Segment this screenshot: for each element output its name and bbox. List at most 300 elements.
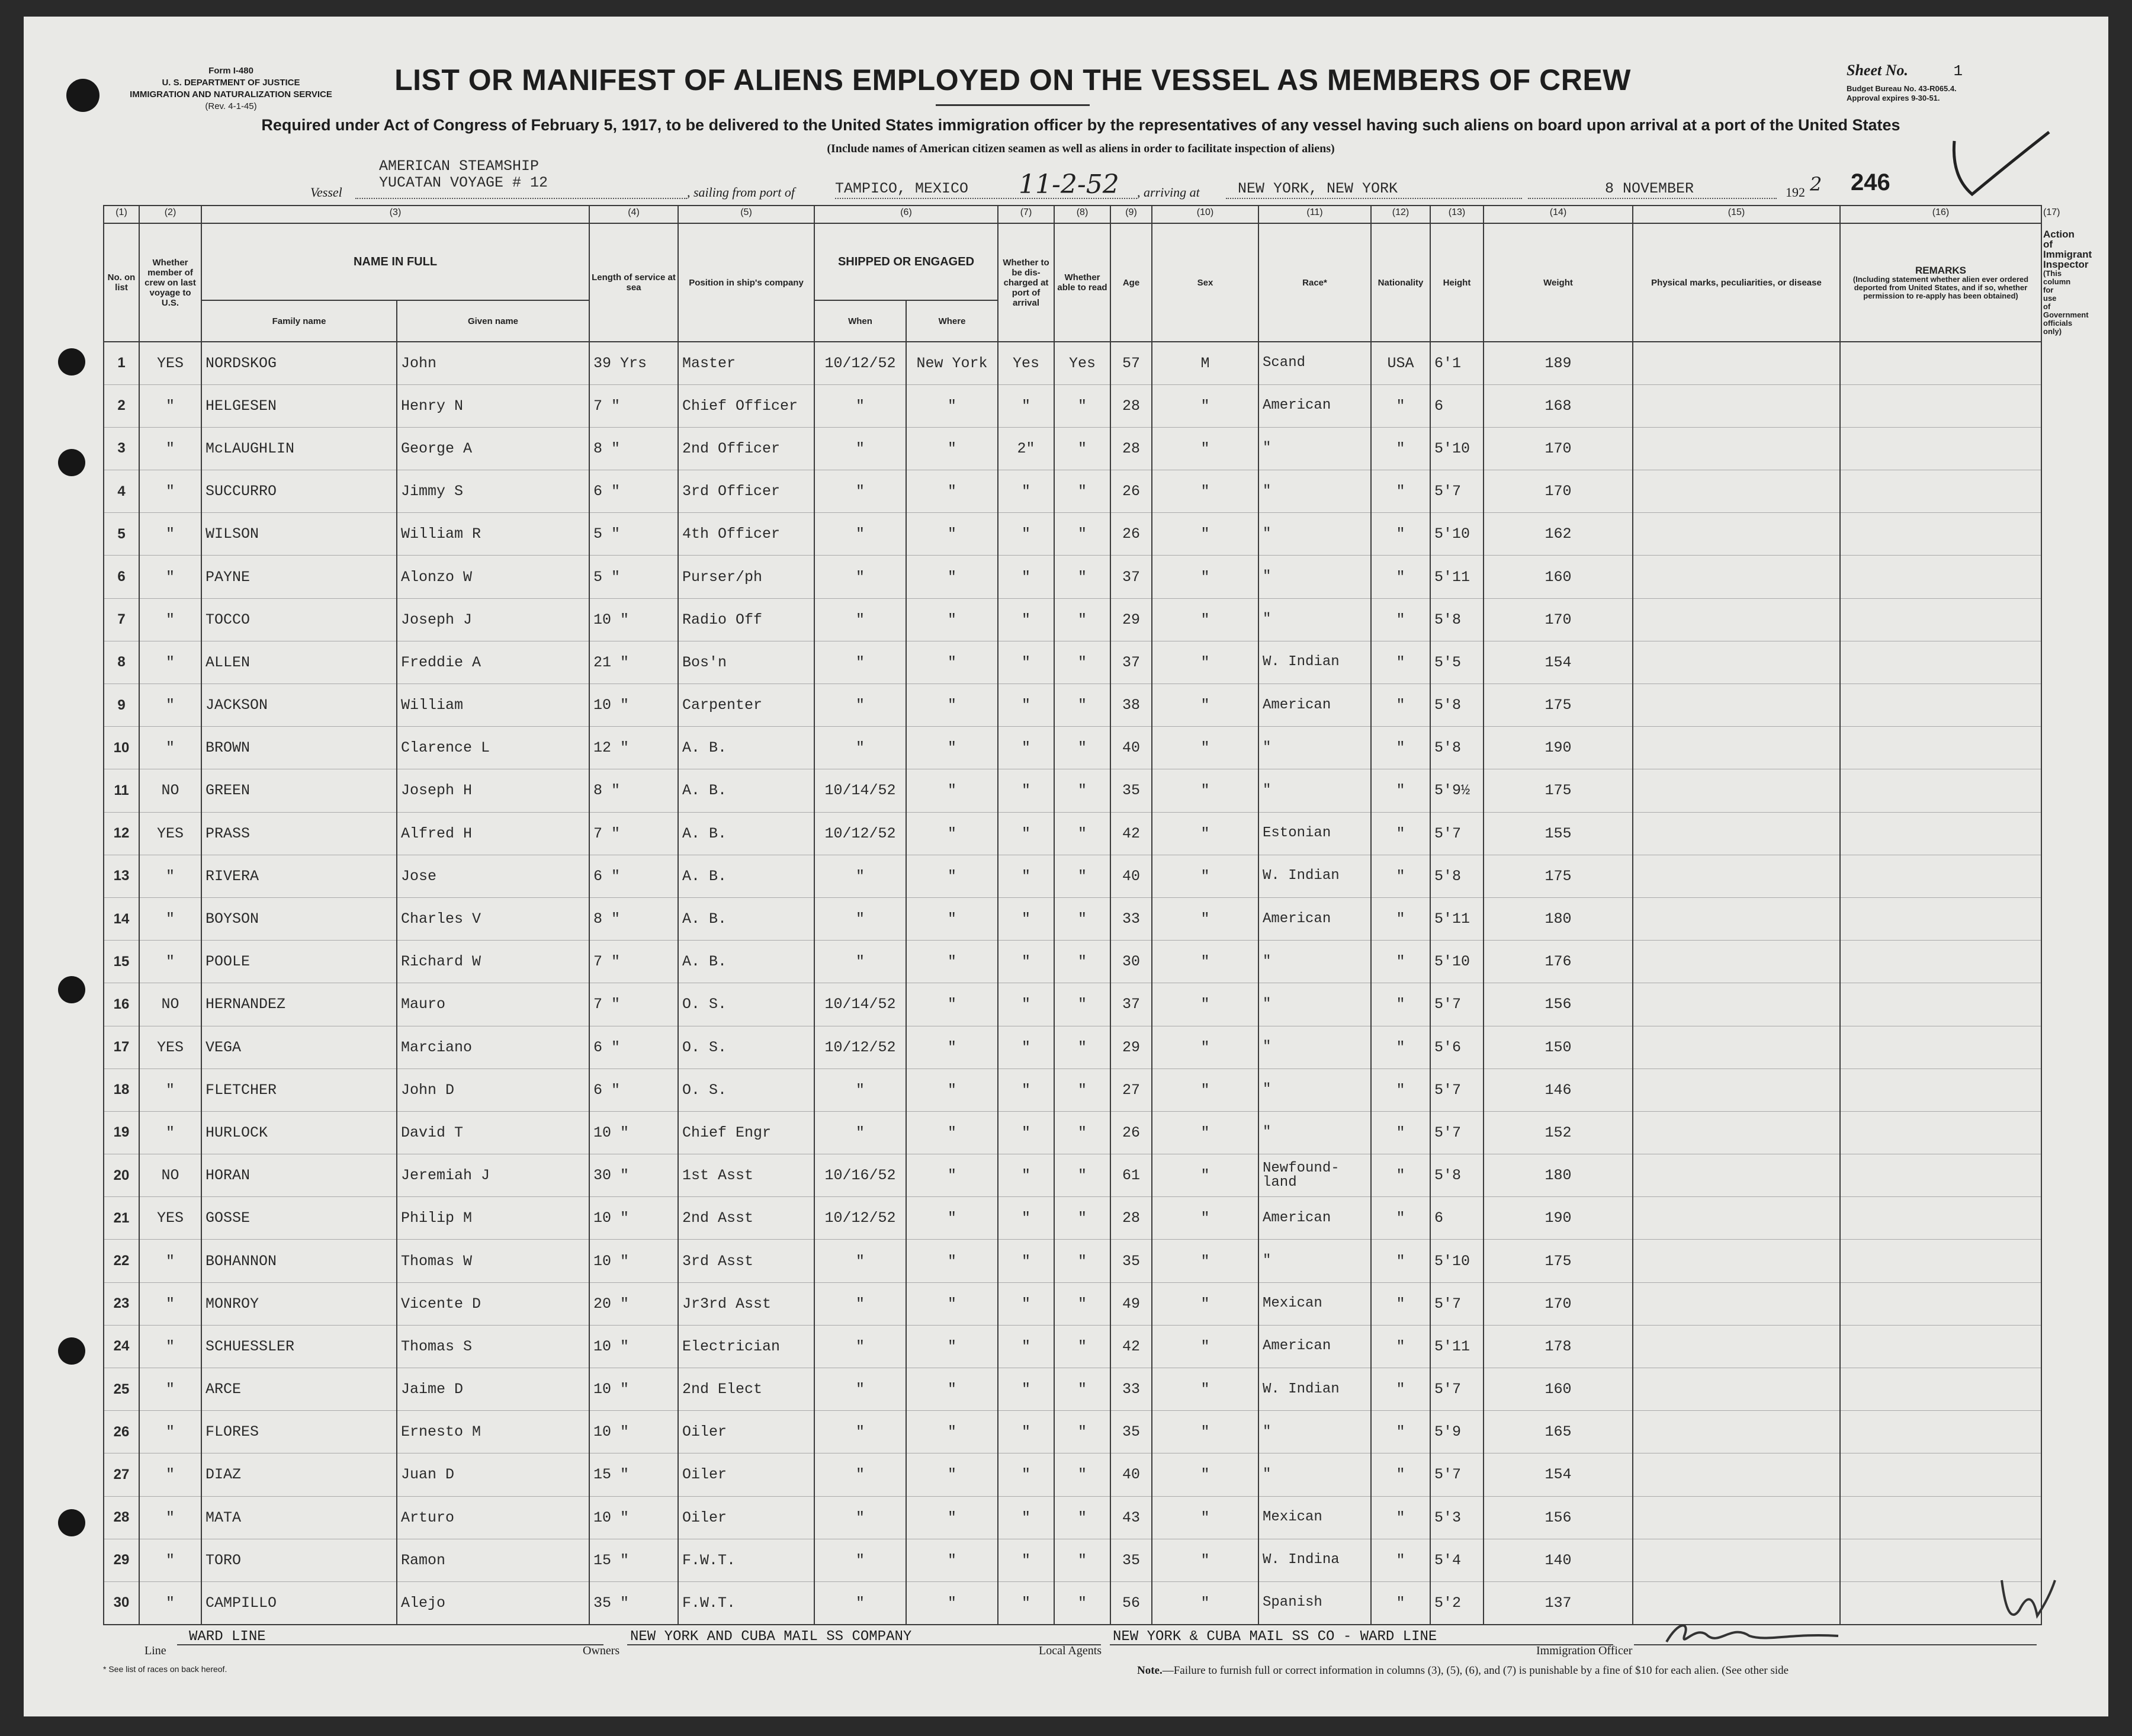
cell-physical [1633, 855, 1840, 897]
col-number: (16) [1840, 206, 2041, 223]
table-row [104, 1240, 2041, 1282]
cell-discharged: " [998, 470, 1054, 513]
cell-shipped-when: " [814, 1282, 906, 1325]
cell-race: American [1258, 1197, 1371, 1240]
budget-line: Budget Bureau No. 43-R065.4. [1847, 84, 1957, 93]
cell-position: Oiler [678, 1411, 814, 1453]
cell-shipped-when: " [814, 384, 906, 427]
cell-discharged: " [998, 1068, 1054, 1111]
penalty-note [1137, 1664, 1789, 1677]
cell-race: " [1258, 1026, 1371, 1068]
cell-height: 5'9½ [1430, 769, 1484, 812]
cell-shipped-when: 10/12/52 [814, 1197, 906, 1240]
cell-family-name: BROWN [201, 727, 397, 769]
cell-shipped-where: " [906, 1581, 998, 1624]
cell-age: 56 [1110, 1581, 1152, 1624]
cell-discharged: " [998, 598, 1054, 641]
cell-remarks [1840, 470, 2041, 513]
cell-length-service: 15 " [589, 1539, 678, 1581]
cell-family-name: PAYNE [201, 556, 397, 598]
cell-age: 29 [1110, 1026, 1152, 1068]
cell-length-service: 7 " [589, 983, 678, 1026]
vessel-info [24, 159, 2108, 200]
cell-previous-voyage: " [139, 1111, 201, 1154]
cell-given-name: Joseph J [397, 598, 589, 641]
cell-discharged: " [998, 1197, 1054, 1240]
cell-previous-voyage: YES [139, 812, 201, 855]
cell-position: A. B. [678, 897, 814, 940]
cell-age: 40 [1110, 1453, 1152, 1496]
cell-height: 5'11 [1430, 897, 1484, 940]
cell-position: O. S. [678, 1026, 814, 1068]
table-row [104, 897, 2041, 940]
owners-value: NEW YORK AND CUBA MAIL SS COMPANY [630, 1629, 912, 1645]
cell-position: 3rd Officer [678, 470, 814, 513]
cell-position: 2nd Officer [678, 427, 814, 470]
vessel-underline [355, 198, 687, 199]
cell-sex: " [1152, 812, 1258, 855]
cell-given-name: Ernesto M [397, 1411, 589, 1453]
cell-shipped-where: " [906, 1026, 998, 1068]
cell-shipped-when: " [814, 1325, 906, 1368]
cell-shipped-when: 10/14/52 [814, 983, 906, 1026]
cell-family-name: ALLEN [201, 641, 397, 684]
cell-physical [1633, 470, 1840, 513]
cell-family-name: TORO [201, 1539, 397, 1581]
arriving-label: , arriving at [1137, 185, 1200, 200]
cell-shipped-when: " [814, 1453, 906, 1496]
cell-height: 5'7 [1430, 1368, 1484, 1411]
cell-able-read: " [1054, 1411, 1110, 1453]
cell-age: 26 [1110, 1111, 1152, 1154]
cell-physical [1633, 727, 1840, 769]
cell-able-read: " [1054, 1111, 1110, 1154]
cell-height: 5'11 [1430, 1325, 1484, 1368]
cell-shipped-when: " [814, 513, 906, 556]
table-row [104, 1068, 2041, 1111]
cell-race: " [1258, 1411, 1371, 1453]
table-row [104, 1411, 2041, 1453]
cell-family-name: WILSON [201, 513, 397, 556]
cell-nationality: " [1371, 556, 1430, 598]
cell-shipped-when: " [814, 1240, 906, 1282]
cell-height: 5'2 [1430, 1581, 1484, 1624]
races-footnote: * See list of races on back hereof. [103, 1664, 227, 1674]
col-number: (2) [139, 206, 201, 223]
col-number: (6) [814, 206, 998, 223]
cell-physical [1633, 769, 1840, 812]
cell-race: " [1258, 983, 1371, 1026]
remarks-subtitle: (Including statement whether alien ever ordered deported from United States, and if so, whether permission to re-apply has been obtained) [1852, 274, 2029, 300]
cell-given-name: Marciano [397, 1026, 589, 1068]
cell-able-read: " [1054, 769, 1110, 812]
cell-physical [1633, 1496, 1840, 1539]
cell-length-service: 10 " [589, 684, 678, 727]
cell-shipped-where: " [906, 769, 998, 812]
cell-nationality: " [1371, 1154, 1430, 1197]
cell-shipped-when: " [814, 1581, 906, 1624]
cell-remarks [1840, 769, 2041, 812]
vessel-name-line1: AMERICAN STEAMSHIP [379, 158, 540, 175]
cell-family-name: HERNANDEZ [201, 983, 397, 1026]
col-number: (1) [104, 206, 139, 223]
cell-able-read: " [1054, 1325, 1110, 1368]
cell-row-number: 13 [104, 855, 139, 897]
cell-weight: 154 [1484, 1453, 1633, 1496]
cell-sex: " [1152, 1197, 1258, 1240]
cell-race: " [1258, 1453, 1371, 1496]
sailing-port: TAMPICO, MEXICO [835, 180, 969, 197]
cell-position: Oiler [678, 1453, 814, 1496]
col-number: (3) [201, 206, 589, 223]
cell-shipped-where: " [906, 1111, 998, 1154]
punch-hole [58, 1509, 85, 1536]
cell-shipped-where: " [906, 1411, 998, 1453]
cell-discharged: " [998, 941, 1054, 983]
cell-previous-voyage: " [139, 855, 201, 897]
cell-age: 42 [1110, 1325, 1152, 1368]
cell-race: Newfound-land [1258, 1154, 1371, 1197]
cell-discharged: " [998, 1282, 1054, 1325]
cell-previous-voyage: " [139, 1453, 201, 1496]
cell-age: 27 [1110, 1068, 1152, 1111]
cell-remarks [1840, 897, 2041, 940]
cell-position: Bos'n [678, 641, 814, 684]
cell-weight: 175 [1484, 769, 1633, 812]
cell-given-name: Ramon [397, 1539, 589, 1581]
cell-physical [1633, 1111, 1840, 1154]
cell-able-read: " [1054, 427, 1110, 470]
cell-length-service: 10 " [589, 1111, 678, 1154]
cell-weight: 156 [1484, 983, 1633, 1026]
cell-given-name: John D [397, 1068, 589, 1111]
cell-height: 5'8 [1430, 598, 1484, 641]
cell-shipped-when: 10/12/52 [814, 1026, 906, 1068]
form-number: Form I-480 [208, 66, 253, 76]
cell-shipped-when: 10/12/52 [814, 342, 906, 384]
remarks-title: REMARKS [1915, 264, 1966, 276]
cell-able-read: " [1054, 897, 1110, 940]
cell-shipped-where: " [906, 1453, 998, 1496]
cell-shipped-when: " [814, 470, 906, 513]
table-row [104, 1539, 2041, 1581]
cell-family-name: MONROY [201, 1282, 397, 1325]
cell-shipped-when: " [814, 727, 906, 769]
cell-shipped-where: " [906, 641, 998, 684]
cell-height: 5'10 [1430, 941, 1484, 983]
cell-age: 26 [1110, 513, 1152, 556]
header-name-in-full: NAME IN FULL [201, 223, 589, 300]
crew-table: (1) (2) (3) (4) (5) (6) (7) (8) (9) (10) (11) (12) (13) (14) (15) (16) (17) No. on list Whether member of crew on last voyage to U.S. NAME IN FULL Length of service at sea Position in ship's company SHIPPED OR ENGAGED Whether to be dis-charged at port of arrival Whether able to read Age Sex Race* Nationality Height Weight Physical marks, peculiarities, or disease REMARKS (Including statement whether alien ever ordered deported from United States, and if so, whether permission to re-apply has been obtained) Action of Immigrant Inspector (This column for use of Government officials only) Family name Given name When Where 1 YES NORDSKOG John 39 Yrs Master 10/12/52 New York Yes Yes 57 M Scand USA 6'1 189 2 " HELGESEN Henry N 7 " Chief Officer " " " " 28 " American " 6 168 3 " McLAUGHLIN George A 8 " 2nd Officer " " 2" " 28 " " " 5'10 170 4 " SUCCURRO Jimmy S 6 " 3rd Officer " " " " 26 " " " 5'7 170 5 " WILSON William R 5 " 4th Officer " " " " 26 " " " 5'10 162 6 " PAYNE Alonzo W 5 " Purser/ph " " " " 37 " " " 5'11 160 7 " TOCCO Joseph J 10 " Radio Off " " " " 29 " " " 5'8 170 8 " ALLEN Freddie A 21 " Bos'n " " " " 37 " W. Indian " 5'5 154 9 " JACKSON William 10 " Carpenter " " " " 38 " American " 5'8 175 10 " BROWN Clarence L 12 " A. B. " " " " 40 " " " 5'8 190 11 NO GREEN Joseph H 8 " A. B. 10/14/52 " " " 35 " " " 5'9½ 175 12 YES PRASS Alfred H 7 " A. B. 10/12/52 " " " 42 " Estonian " 5'7 155 13 " RIVERA Jose 6 " A. B. " " " " 40 " W. Indian " 5'8 175 14 " BOYSON Charles V 8 " A. B. " " " " 33 " American " 5'11 180 15 " POOLE Richard W 7 " A. B. " " " " 30 " " " 5'10 176 16 NO HERNANDEZ Mauro 7 " O. S. 10/14/52 " " " 37 " " " 5'7 156 17 YES VEGA Marciano 6 " O. S. 10/12/52 " " " 29 " " " 5'6 150 18 " FLETCHER John D 6 " O. S. " " " " 27 " " " 5'7 146 19 " HURLOCK David T 10 " Chief Engr " " " " 26 " " " 5'7 152 20 NO HORAN Jeremiah J 30 " 1st Asst 10/16/52 " " " 61 " Newfound-land " 5'8 180 21 YES GOSSE Philip M 10 " 2nd Asst 10/12/52 " " " 28 " American " 6 190 22 " BOHANNON Thomas W 10 " 3rd Asst " " " " 35 " " " 5'10 175 23 " MONROY Vicente D 20 " Jr3rd Asst " " " " 49 " Mexican " 5'7 170 24 " SCHUESSLER Thomas S 10 " Electrician " " " " 42 " American " 5'11 178 25 " ARCE Jaime D 10 " 2nd Elect " " " " 33 " W. Indian " 5'7 160 26 " FLORES Ernesto M 10 " Oiler " " " " 35 " " " 5'9 165 27 " DIAZ Juan D 15 " Oiler " " " " 40 " " " 5'7 154 28 " MATA Arturo 10 " Oiler " " " " 43 " Mexican " 5'3 156 29 " TORO Ramon 15 " F.W.T. " " " " 35 " W. Indina " 5'4 140 30 " CAMPILLO Alejo 35 " F.W.T. " " " " 56 " Spanish " 5'2 137 [103, 205, 2042, 1625]
cell-race: " [1258, 470, 1371, 513]
cell-given-name: Charles V [397, 897, 589, 940]
cell-previous-voyage: " [139, 1240, 201, 1282]
cell-nationality: " [1371, 1453, 1430, 1496]
cell-able-read: " [1054, 1026, 1110, 1068]
cell-remarks [1840, 1282, 2041, 1325]
cell-discharged: " [998, 897, 1054, 940]
cell-length-service: 6 " [589, 1026, 678, 1068]
owners-label: Owners [583, 1644, 620, 1657]
cell-length-service: 7 " [589, 941, 678, 983]
cell-shipped-when: " [814, 1068, 906, 1111]
cell-age: 35 [1110, 1411, 1152, 1453]
cell-previous-voyage: " [139, 1411, 201, 1453]
cell-able-read: " [1054, 598, 1110, 641]
cell-row-number: 8 [104, 641, 139, 684]
cell-sex: " [1152, 1368, 1258, 1411]
cell-position: A. B. [678, 941, 814, 983]
header-nationality: Nationality [1371, 223, 1430, 342]
cell-position: Radio Off [678, 598, 814, 641]
cell-remarks [1840, 1026, 2041, 1068]
cell-shipped-when: " [814, 598, 906, 641]
cell-sex: " [1152, 556, 1258, 598]
cell-physical [1633, 1026, 1840, 1068]
cell-row-number: 10 [104, 727, 139, 769]
cell-height: 5'7 [1430, 812, 1484, 855]
cell-weight: 170 [1484, 598, 1633, 641]
header-previous-voyage: Whether member of crew on last voyage to U.S. [139, 223, 201, 342]
cell-row-number: 23 [104, 1282, 139, 1325]
table-row [104, 1453, 2041, 1496]
cell-row-number: 6 [104, 556, 139, 598]
table-row [104, 470, 2041, 513]
cell-shipped-where: " [906, 1496, 998, 1539]
cell-sex: " [1152, 1026, 1258, 1068]
service: IMMIGRATION AND NATURALIZATION SERVICE [130, 89, 332, 100]
cell-height: 5'9 [1430, 1411, 1484, 1453]
cell-family-name: GOSSE [201, 1197, 397, 1240]
cell-family-name: ARCE [201, 1368, 397, 1411]
cell-shipped-when: " [814, 1111, 906, 1154]
cell-age: 35 [1110, 1240, 1152, 1282]
cell-able-read: " [1054, 641, 1110, 684]
cell-shipped-where: " [906, 470, 998, 513]
budget-line: Approval expires 9-30-51. [1847, 94, 1940, 102]
cell-physical [1633, 427, 1840, 470]
cell-length-service: 30 " [589, 1154, 678, 1197]
cell-position: A. B. [678, 855, 814, 897]
cell-discharged: " [998, 1325, 1054, 1368]
cell-age: 28 [1110, 384, 1152, 427]
cell-age: 37 [1110, 641, 1152, 684]
cell-nationality: " [1371, 1496, 1430, 1539]
cell-previous-voyage: " [139, 641, 201, 684]
cell-position: Chief Engr [678, 1111, 814, 1154]
cell-previous-voyage: " [139, 427, 201, 470]
cell-discharged: 2" [998, 427, 1054, 470]
cell-shipped-when: " [814, 941, 906, 983]
cell-shipped-where: " [906, 1539, 998, 1581]
cell-physical [1633, 1068, 1840, 1111]
cell-length-service: 7 " [589, 812, 678, 855]
cell-remarks [1840, 727, 2041, 769]
cell-previous-voyage: YES [139, 342, 201, 384]
cell-row-number: 27 [104, 1453, 139, 1496]
cell-sex: " [1152, 598, 1258, 641]
cell-remarks [1840, 1197, 2041, 1240]
cell-discharged: " [998, 769, 1054, 812]
cell-height: 5'7 [1430, 1282, 1484, 1325]
cell-able-read: " [1054, 855, 1110, 897]
col-number: (15) [1633, 206, 1840, 223]
cell-weight: 168 [1484, 384, 1633, 427]
cell-race: Mexican [1258, 1496, 1371, 1539]
cell-given-name: Thomas S [397, 1325, 589, 1368]
cell-family-name: VEGA [201, 1026, 397, 1068]
cell-nationality: " [1371, 1411, 1430, 1453]
cell-physical [1633, 897, 1840, 940]
cell-nationality: USA [1371, 342, 1430, 384]
line-value: WARD LINE [189, 1629, 266, 1645]
cell-given-name: Thomas W [397, 1240, 589, 1282]
cell-able-read: " [1054, 1197, 1110, 1240]
agents-value: NEW YORK & CUBA MAIL SS CO - WARD LINE [1113, 1629, 1437, 1645]
cell-height: 5'4 [1430, 1539, 1484, 1581]
cell-able-read: " [1054, 727, 1110, 769]
cell-length-service: 20 " [589, 1282, 678, 1325]
cell-shipped-where: " [906, 897, 998, 940]
cell-physical [1633, 556, 1840, 598]
cell-position: 3rd Asst [678, 1240, 814, 1282]
cell-height: 5'8 [1430, 684, 1484, 727]
header-family-name: Family name [201, 300, 397, 342]
cell-discharged: " [998, 641, 1054, 684]
cell-position: Carpenter [678, 684, 814, 727]
department: U. S. DEPARTMENT OF JUSTICE [162, 78, 300, 88]
title-rule [936, 104, 1090, 106]
cell-race: Spanish [1258, 1581, 1371, 1624]
cell-discharged: " [998, 812, 1054, 855]
header-race: Race* [1258, 223, 1371, 342]
cell-able-read: " [1054, 513, 1110, 556]
cell-previous-voyage: NO [139, 769, 201, 812]
cell-shipped-where: " [906, 1197, 998, 1240]
cell-row-number: 30 [104, 1581, 139, 1624]
cell-given-name: Mauro [397, 983, 589, 1026]
cell-length-service: 5 " [589, 556, 678, 598]
cell-position: 1st Asst [678, 1154, 814, 1197]
cell-race: Scand [1258, 342, 1371, 384]
manifest-page [24, 17, 2108, 1716]
cell-sex: M [1152, 342, 1258, 384]
cell-sex: " [1152, 1581, 1258, 1624]
cell-length-service: 10 " [589, 1496, 678, 1539]
vessel-name-line2: YUCATAN VOYAGE # 12 [379, 174, 548, 191]
cell-given-name: Alejo [397, 1581, 589, 1624]
cell-row-number: 16 [104, 983, 139, 1026]
cell-row-number: 1 [104, 342, 139, 384]
cell-nationality: " [1371, 684, 1430, 727]
cell-discharged: " [998, 1453, 1054, 1496]
cell-previous-voyage: " [139, 897, 201, 940]
cell-weight: 162 [1484, 513, 1633, 556]
table-row [104, 427, 2041, 470]
cell-race: " [1258, 727, 1371, 769]
cell-remarks [1840, 1325, 2041, 1368]
officer-signature-icon [1661, 1618, 1850, 1651]
cell-sex: " [1152, 684, 1258, 727]
cell-remarks [1840, 855, 2041, 897]
cell-physical [1633, 1325, 1840, 1368]
cell-given-name: Vicente D [397, 1282, 589, 1325]
table-row [104, 769, 2041, 812]
cell-shipped-when: " [814, 1496, 906, 1539]
cell-weight: 190 [1484, 727, 1633, 769]
cell-given-name: David T [397, 1111, 589, 1154]
cell-weight: 137 [1484, 1581, 1633, 1624]
cell-row-number: 18 [104, 1068, 139, 1111]
cell-shipped-where: " [906, 1240, 998, 1282]
cell-race: W. Indian [1258, 641, 1371, 684]
subtitle: Required under Act of Congress of February 5, 1917, to be delivered to the United States immigration officer by the representatives of any vessel having such aliens on board upon arrival at a port of the United States [261, 116, 1900, 134]
cell-race: " [1258, 513, 1371, 556]
budget-info [1847, 84, 1957, 103]
cell-sex: " [1152, 1496, 1258, 1539]
cell-age: 57 [1110, 342, 1152, 384]
cell-nationality: " [1371, 1325, 1430, 1368]
cell-previous-voyage: " [139, 470, 201, 513]
cell-physical [1633, 983, 1840, 1026]
cell-race: " [1258, 1111, 1371, 1154]
cell-given-name: Alfred H [397, 812, 589, 855]
cell-weight: 170 [1484, 427, 1633, 470]
handwritten-mark-icon [1996, 1574, 2061, 1634]
cell-able-read: " [1054, 812, 1110, 855]
punch-hole [66, 79, 99, 112]
cell-remarks [1840, 983, 2041, 1026]
cell-position: Oiler [678, 1496, 814, 1539]
cell-age: 28 [1110, 1197, 1152, 1240]
cell-remarks [1840, 812, 2041, 855]
cell-sex: " [1152, 384, 1258, 427]
table-row [104, 1325, 2041, 1368]
cell-family-name: FLORES [201, 1411, 397, 1453]
cell-remarks [1840, 641, 2041, 684]
cell-previous-voyage: " [139, 1282, 201, 1325]
arriving-port: NEW YORK, NEW YORK [1238, 180, 1398, 197]
cell-able-read: " [1054, 684, 1110, 727]
date-underline [1528, 198, 1777, 199]
cell-discharged: " [998, 684, 1054, 727]
cell-row-number: 17 [104, 1026, 139, 1068]
cell-row-number: 25 [104, 1368, 139, 1411]
col-number: (7) [998, 206, 1054, 223]
cell-given-name: Henry N [397, 384, 589, 427]
cell-previous-voyage: " [139, 513, 201, 556]
cell-discharged: Yes [998, 342, 1054, 384]
cell-previous-voyage: " [139, 598, 201, 641]
table-row [104, 1282, 2041, 1325]
cell-nationality: " [1371, 641, 1430, 684]
cell-age: 43 [1110, 1496, 1152, 1539]
cell-given-name: Freddie A [397, 641, 589, 684]
cell-height: 5'7 [1430, 1453, 1484, 1496]
cell-nationality: " [1371, 470, 1430, 513]
cell-weight: 170 [1484, 1282, 1633, 1325]
cell-physical [1633, 641, 1840, 684]
cell-able-read: " [1054, 1368, 1110, 1411]
cell-previous-voyage: YES [139, 1026, 201, 1068]
cell-shipped-where: " [906, 941, 998, 983]
cell-length-service: 10 " [589, 1411, 678, 1453]
cell-length-service: 6 " [589, 470, 678, 513]
cell-sex: " [1152, 1453, 1258, 1496]
cell-weight: 160 [1484, 556, 1633, 598]
cell-shipped-where: " [906, 1068, 998, 1111]
cell-sex: " [1152, 1539, 1258, 1581]
